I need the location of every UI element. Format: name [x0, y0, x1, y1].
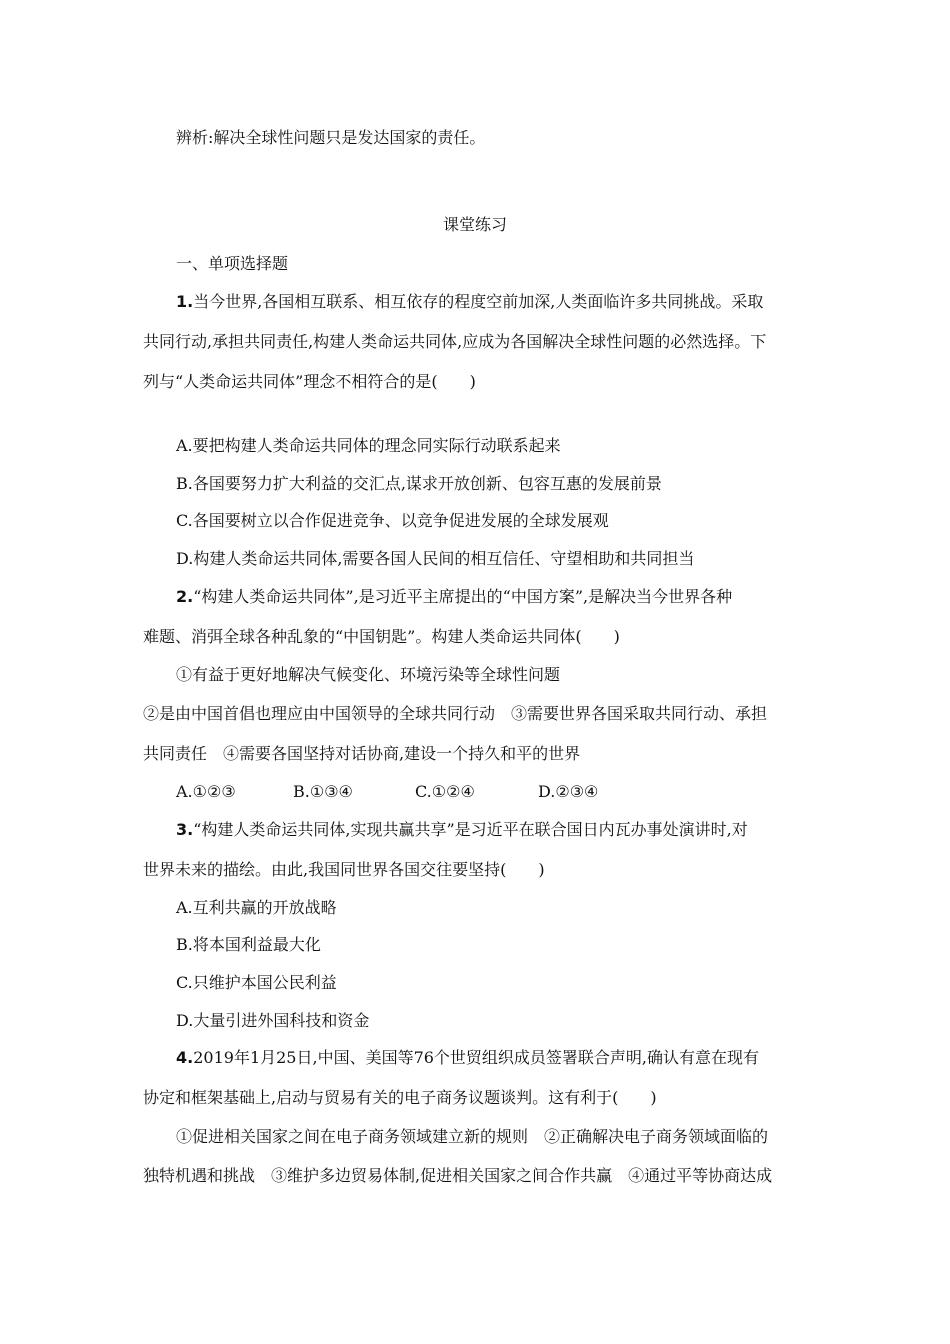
question-2-number: 2. [176, 587, 194, 606]
question-3-option-a: A.互利共赢的开放战略 [176, 898, 337, 917]
question-1-option-c: C.各国要树立以合作促进竞争、以竞争促进发展的全球发展观 [176, 511, 609, 530]
question-2-item-3: 共同责任 ④需要各国坚持对话协商,建设一个持久和平的世界 [143, 744, 581, 763]
question-3-option-d: D.大量引进外国科技和资金 [176, 1011, 370, 1030]
question-2-option-b: B.①③④ [293, 782, 353, 801]
question-2-stem-2: 难题、消弭全球各种乱象的“中国钥匙”。构建人类命运共同体( ) [143, 627, 620, 646]
question-2-item-2: ②是由中国首倡也理应由中国领导的全球共同行动 ③需要世界各国采取共同行动、承担 [143, 704, 768, 723]
question-3-stem-1: “构建人类命运共同体,实现共赢共享”是习近平在联合国日内瓦办事处演讲时,对 [193, 820, 748, 839]
question-4-stem-2: 协定和框架基础上,启动与贸易有关的电子商务议题谈判。这有利于( ) [143, 1088, 657, 1107]
question-3-stem-2: 世界未来的描绘。由此,我国同世界各国交往要坚持( ) [143, 860, 545, 879]
question-1-option-b: B.各国要努力扩大利益的交汇点,谋求开放创新、包容互惠的发展前景 [176, 474, 662, 493]
question-4-item-2: 独特机遇和挑战 ③维护多边贸易体制,促进相关国家之间合作共赢 ④通过平等协商达成 [143, 1166, 773, 1185]
question-3-option-c: C.只维护本国公民利益 [176, 973, 337, 992]
bianxi-statement: 辨析:解决全球性问题只是发达国家的责任。 [176, 128, 486, 147]
question-3-number: 3. [176, 820, 194, 839]
section-title: 课堂练习 [443, 215, 508, 234]
question-1-option-a: A.要把构建人类命运共同体的理念同实际行动联系起来 [176, 436, 561, 455]
question-1-option-d: D.构建人类命运共同体,需要各国人民间的相互信任、守望相助和共同担当 [176, 549, 695, 568]
question-2-stem-1: “构建人类命运共同体”,是习近平主席提出的“中国方案”,是解决当今世界各种 [193, 587, 733, 606]
question-1-stem-2: 共同行动,承担共同责任,构建人类命运共同体,应成为各国解决全球性问题的必然选择。下 [143, 332, 767, 351]
question-2-item-1: ①有益于更好地解决气候变化、环境污染等全球性问题 [176, 665, 561, 684]
question-3-line-1 [176, 820, 748, 840]
question-2-option-a: A.①②③ [176, 782, 236, 801]
question-2-option-c: C.①②④ [415, 782, 475, 801]
question-4-stem-1: 2019年1月25日,中国、美国等76个世贸组织成员签署联合声明,确认有意在现有 [193, 1048, 760, 1067]
question-1-stem-3: 列与“人类命运共同体”理念不相符合的是( ) [143, 372, 476, 391]
question-1-stem-1: 当今世界,各国相互联系、相互依存的程度空前加深,人类面临许多共同挑战。采取 [193, 292, 764, 311]
question-1-line-1 [176, 292, 763, 312]
question-4-line-1 [176, 1048, 759, 1068]
question-3-option-b: B.将本国利益最大化 [176, 935, 321, 954]
section-subtitle: 一、单项选择题 [176, 254, 289, 273]
question-2-line-1 [176, 587, 732, 607]
question-2-option-d: D.②③④ [538, 782, 599, 801]
question-4-item-1: ①促进相关国家之间在电子商务领域建立新的规则 ②正确解决电子商务领域面临的 [176, 1127, 769, 1146]
question-1-number: 1. [176, 292, 194, 311]
question-4-number: 4. [176, 1048, 194, 1067]
